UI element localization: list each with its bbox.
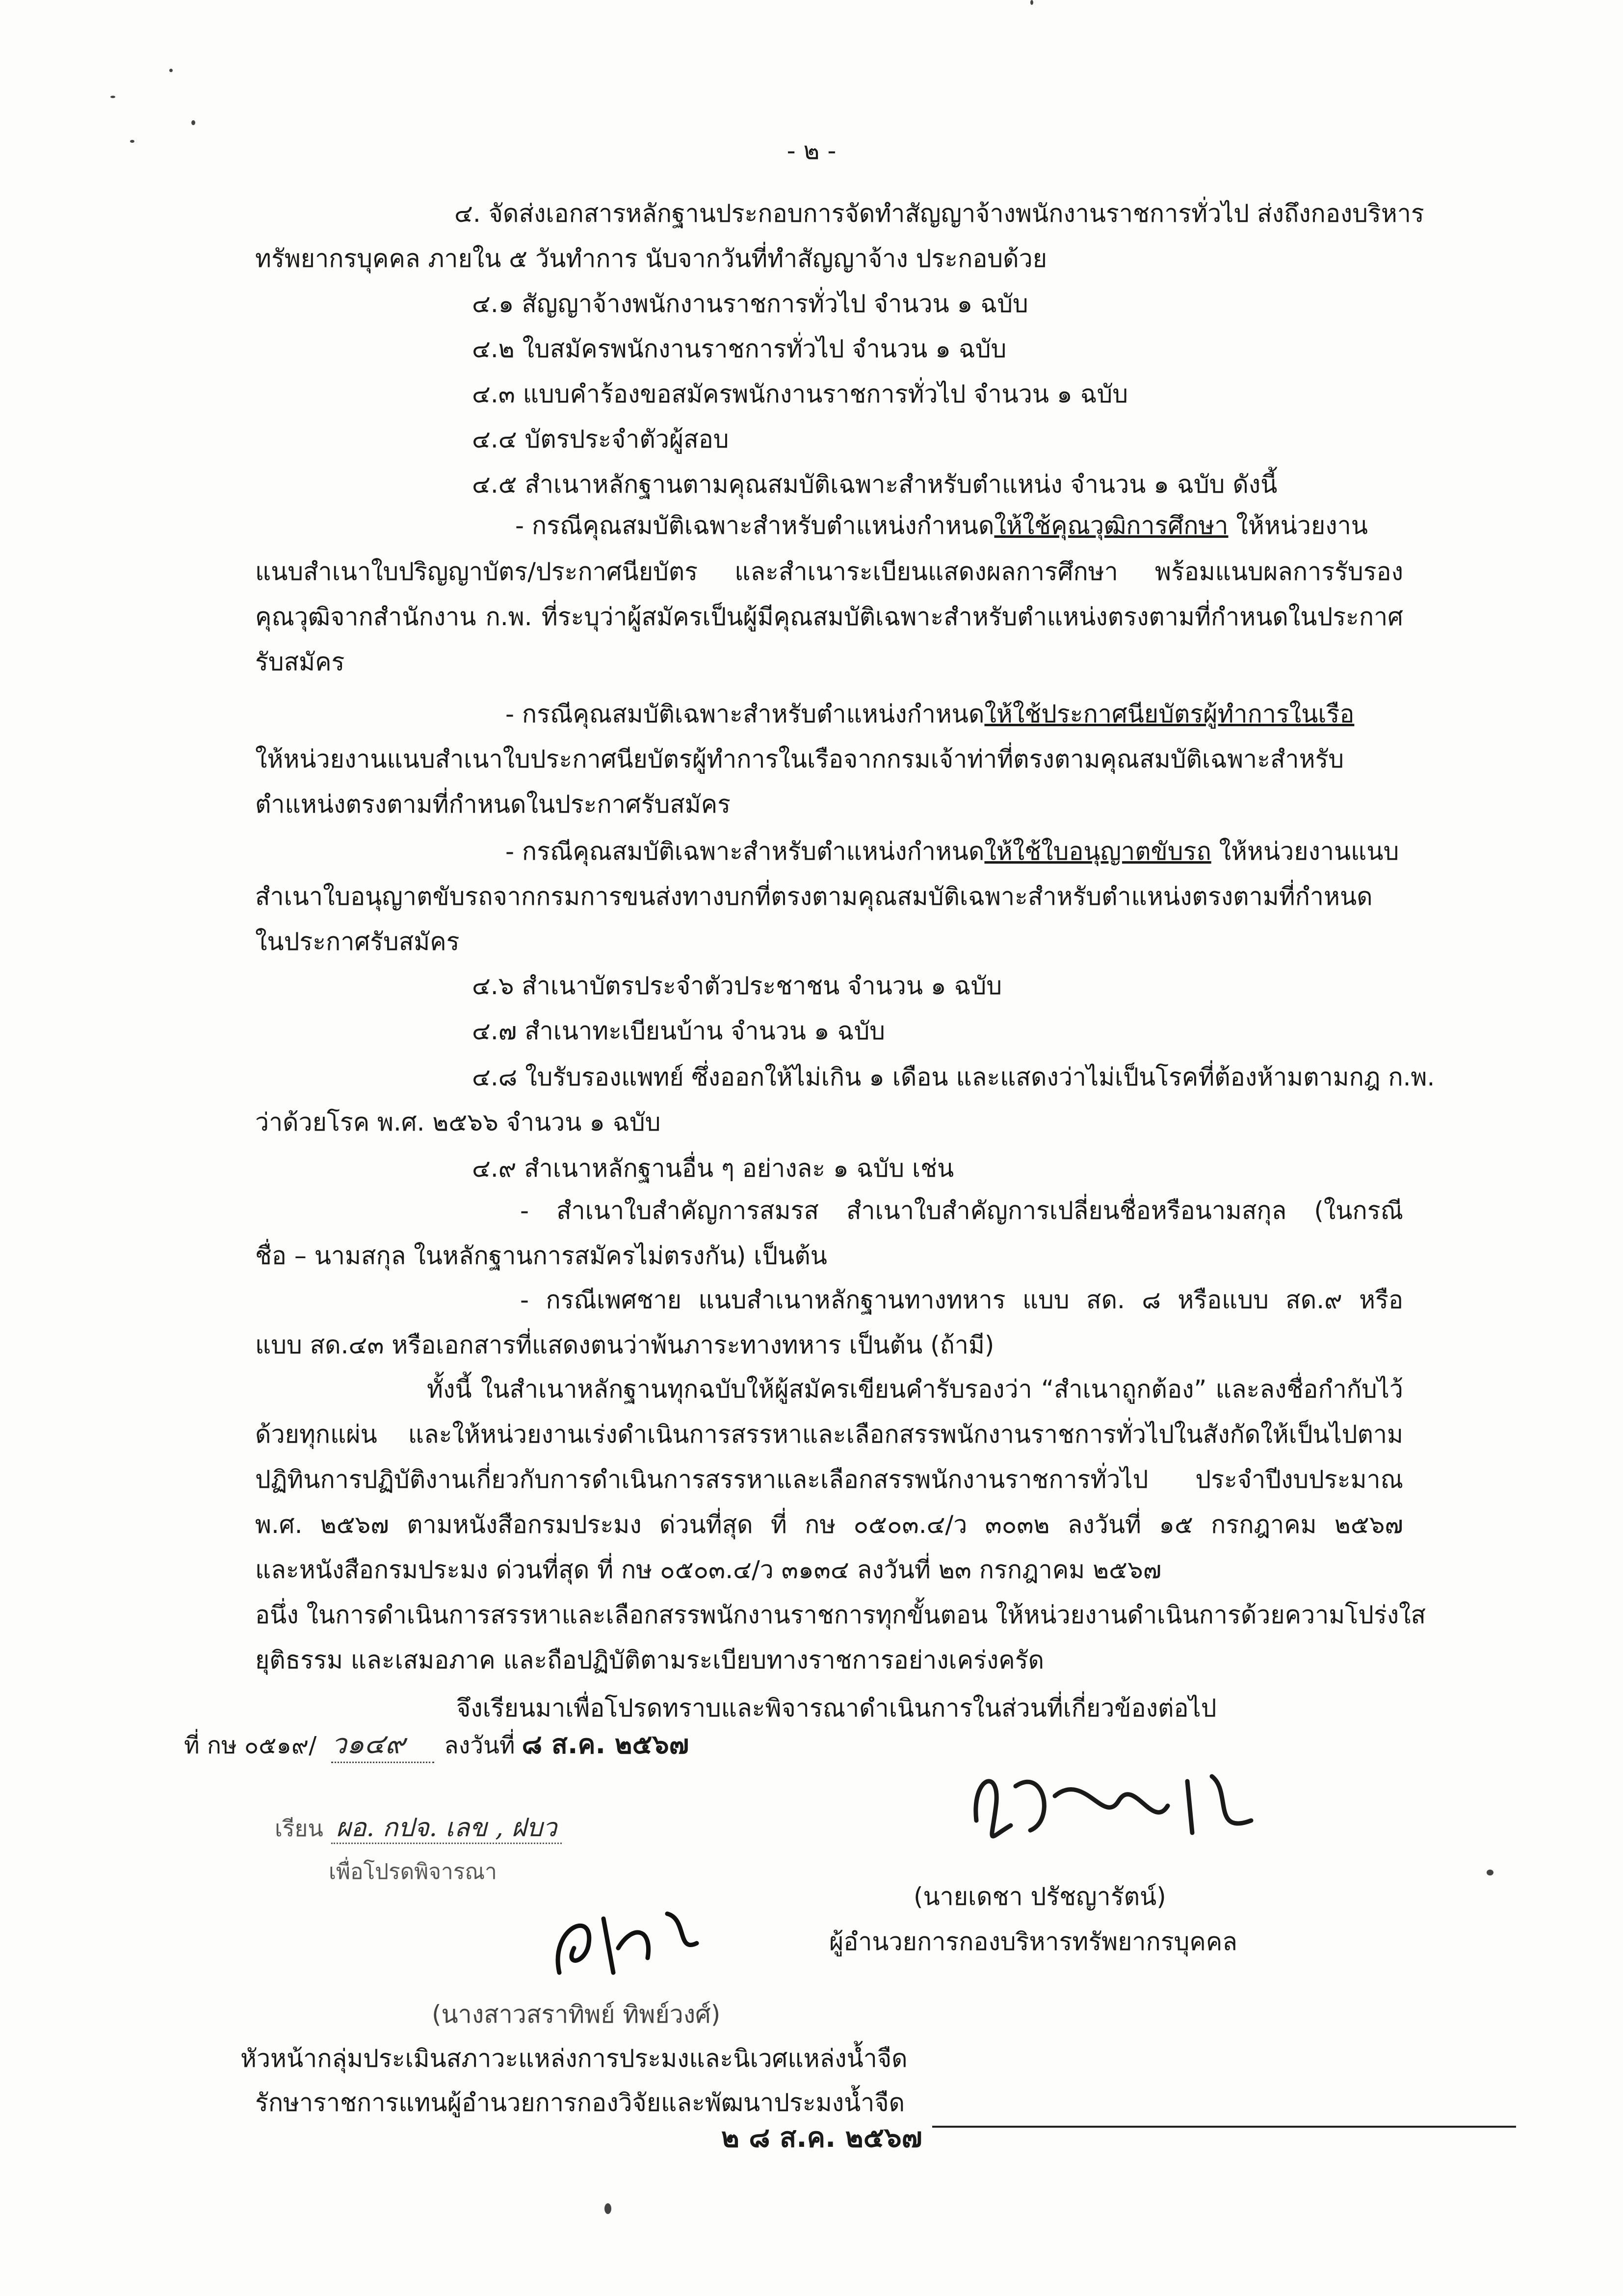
scan-speck [1487, 1870, 1493, 1875]
item-4-8-line2: ว่าด้วยโรค พ.ศ. ๒๕๖๖ จำนวน ๑ ฉบับ [255, 1108, 661, 1136]
case-ship-line2: ให้หน่วยงานแนบสำเนาใบประกาศนียบัตรผู้ทำการในเรือจากกรมเจ้าท่าที่ตรงตามคุณสมบัติเฉพาะสำหรับ [255, 745, 1344, 773]
case-ship-line1: - กรณีคุณสมบัติเฉพาะสำหรับตำแหน่งกำหนดให้ใช้ประกาศนียบัตรผู้ทำการในเรือ [505, 700, 1355, 728]
item-4-1: ๔.๑ สัญญาจ้างพนักงานราชการทั่วไป จำนวน ๑ ฉบับ [472, 290, 1028, 318]
item-4-2: ๔.๒ ใบสมัครพนักงานราชการทั่วไป จำนวน ๑ ฉบับ [472, 335, 1007, 363]
bottom-rule [932, 2126, 1516, 2128]
signer-main-name: (นายเดชา ปรัชญารัตน์) [914, 1882, 1166, 1911]
item4-line1: ๔. จัดส่งเอกสารหลักฐานประกอบการจัดทำสัญญาจ้างพนักงานราชการทั่วไป ส่งถึงกองบริหาร [454, 199, 1424, 228]
reference-line: ที่ กษ ๐๕๑๙/ ว๑๔๙ ลงวันที่ ๘ ส.ค. ๒๕๖๗ [184, 1727, 689, 1763]
case-driving-line2: สำเนาใบอนุญาตขับรถจากกรมการขนส่งทางบกที่ตรงตามคุณสมบัติเฉพาะสำหรับตำแหน่งตรงตามที่กำหนด [255, 882, 1373, 911]
case-education-line1: - กรณีคุณสมบัติเฉพาะสำหรับตำแหน่งกำหนดให้ใช้คุณวุฒิการศึกษา ให้หน่วยงาน [515, 511, 1368, 540]
case-education-line3: คุณวุฒิจากสำนักงาน ก.พ. ที่ระบุว่าผู้สมัครเป็นผู้มีคุณสมบัติเฉพาะสำหรับตำแหน่งตรงตามที่กำหนดในประกาศ [255, 603, 1403, 631]
case-driving-line1: - กรณีคุณสมบัติเฉพาะสำหรับตำแหน่งกำหนดให้ใช้ใบอนุญาตขับรถ ให้หน่วยงานแนบ [505, 837, 1399, 866]
closing-line6: อนึ่ง ในการดำเนินการสรรหาและเลือกสรรพนักงานราชการทุกขั้นตอน ให้หน่วยงานดำเนินการด้วยความโปร่งใส [255, 1601, 1426, 1629]
signer-second-date: ๒ ๘ ส.ค. ๒๕๖๗ [721, 2122, 922, 2154]
item-4-8: ๔.๘ ใบรับรองแพทย์ ซึ่งออกให้ไม่เกิน ๑ เดือน และแสดงว่าไม่เป็นโรคที่ต้องห้ามตามกฎ ก.พ. [472, 1063, 1435, 1091]
case-ship-line3: ตำแหน่งตรงตามที่กำหนดในประกาศรับสมัคร [255, 790, 731, 818]
closing-line2: ด้วยทุกแผ่น และให้หน่วยงานเร่งดำเนินการสรรหาและเลือกสรรพนักงานราชการทั่วไปในสังกัดให้เป็นไปตาม [255, 1420, 1403, 1449]
signature-second [530, 1889, 716, 1987]
closing-line5: และหนังสือกรมประมง ด่วนที่สุด ที่ กษ ๐๕๐๓.๔/ว ๓๑๓๔ ลงวันที่ ๒๓ กรกฎาคม ๒๕๖๗ [255, 1556, 1162, 1584]
scan-speck [604, 2203, 611, 2214]
closing-line4: พ.ศ. ๒๕๖๗ ตามหนังสือกรมประมง ด่วนที่สุด ที่ กษ ๐๕๐๓.๔/ว ๓๐๓๒ ลงวันที่ ๑๕ กรกฎาคม ๒๕๖๗ [255, 1510, 1403, 1539]
case-education-line4: รับสมัคร [255, 648, 345, 676]
signature-main [957, 1747, 1271, 1850]
signer-second-title2: รักษาราชการแทนผู้อำนวยการกองวิจัยและพัฒนาประมงน้ำจืด [255, 2088, 905, 2117]
closing-line1: ทั้งนี้ ในสำเนาหลักฐานทุกฉบับให้ผู้สมัครเขียนคำรับรองว่า “สำเนาถูกต้อง” และลงชื่อกำกับไว้ [427, 1375, 1403, 1403]
closing-line3: ปฏิทินการปฏิบัติงานเกี่ยวกับการดำเนินการสรรหาและเลือกสรรพนักงานราชการทั่วไป ประจำปีงบประมาณ [255, 1465, 1403, 1494]
item-4-5: ๔.๕ สำเนาหลักฐานตามคุณสมบัติเฉพาะสำหรับตำแหน่ง จำนวน ๑ ฉบับ ดังนี้ [472, 470, 1278, 499]
item4-line2: ทรัพยากรบุคคล ภายใน ๕ วันทำการ นับจากวันที่ทำสัญญาจ้าง ประกอบด้วย [255, 244, 1047, 273]
case-education-line2: แนบสำเนาใบปริญญาบัตร/ประกาศนียบัตร และสำเนาระเบียนแสดงผลการศึกษา พร้อมแนบผลการรับรอง [255, 557, 1403, 586]
item-4-9-b: - กรณีเพศชาย แนบสำเนาหลักฐานทางทหาร แบบ สด. ๘ หรือแบบ สด.๙ หรือ [520, 1286, 1403, 1314]
item-4-6: ๔.๖ สำเนาบัตรประจำตัวประชาชน จำนวน ๑ ฉบับ [472, 972, 1002, 1000]
item-4-7: ๔.๗ สำเนาทะเบียนบ้าน จำนวน ๑ ฉบับ [472, 1017, 886, 1045]
item-4-9-a: - สำเนาใบสำคัญการสมรส สำเนาใบสำคัญการเปลี่ยนชื่อหรือนามสกุล (ในกรณี [520, 1196, 1403, 1225]
scan-speck [169, 69, 173, 72]
item-4-4: ๔.๔ บัตรประจำตัวผู้สอบ [472, 425, 729, 453]
signer-second-title1: หัวหน้ากลุ่มประเมินสภาวะแหล่งการประมงและนิเวศแหล่งน้ำจืด [240, 2044, 908, 2073]
case-driving-line3: ในประกาศรับสมัคร [255, 927, 460, 956]
scan-speck [1030, 0, 1033, 5]
routing-note: เพื่อโปรดพิจารณา [329, 1859, 497, 1884]
signer-second-name: (นางสาวสราทิพย์ ทิพย์วงศ์) [432, 2000, 721, 2029]
item-4-3: ๔.๓ แบบคำร้องขอสมัครพนักงานราชการทั่วไป จำนวน ๑ ฉบับ [472, 380, 1128, 408]
item-4-9-b-line2: แบบ สด.๔๓ หรือเอกสารที่แสดงตนว่าพ้นภาระทางทหาร เป็นต้น (ถ้ามี) [255, 1331, 995, 1359]
signer-main-title: ผู้อำนวยการกองบริหารทรัพยากรบุคคล [829, 1927, 1237, 1956]
scan-speck [110, 96, 115, 98]
item-4-9-a-line2: ชื่อ – นามสกุล ในหลักฐานการสมัครไม่ตรงกัน) เป็นต้น [255, 1241, 827, 1270]
closing-line8: จึงเรียนมาเพื่อโปรดทราบและพิจารณาดำเนินการในส่วนที่เกี่ยวข้องต่อไป [456, 1694, 1217, 1722]
item-4-9: ๔.๙ สำเนาหลักฐานอื่น ๆ อย่างละ ๑ ฉบับ เช่น [472, 1154, 954, 1183]
routing-to: เรียน ผอ. กปจ. เลข , ฝบว [275, 1811, 562, 1846]
page-number: - ๒ - [786, 136, 837, 165]
closing-line7: ยุติธรรม และเสมอภาค และถือปฏิบัติตามระเบียบทางราชการอย่างเคร่งครัด [255, 1646, 1045, 1674]
scan-speck [191, 120, 195, 125]
